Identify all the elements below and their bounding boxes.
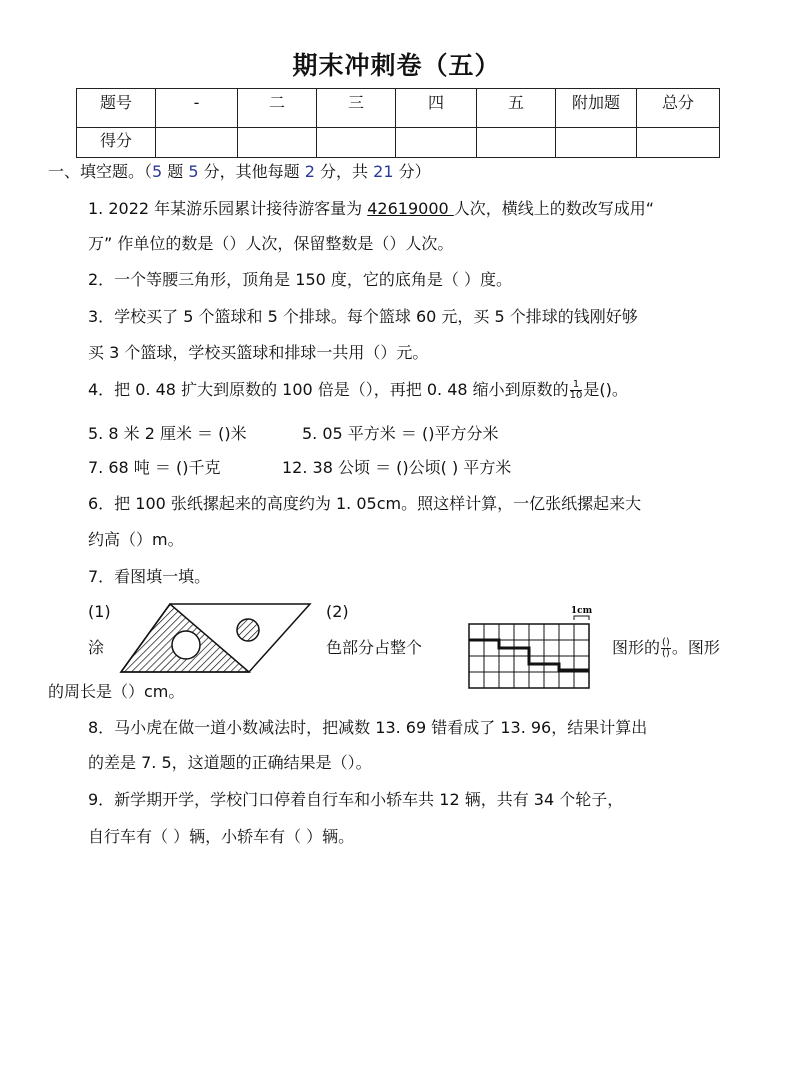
- question-7-heading: 7．看图填一填。: [88, 567, 211, 586]
- question-7-tu: 涂: [88, 638, 105, 657]
- score-cell[interactable]: [637, 128, 720, 158]
- score-table-header-row: [77, 89, 720, 128]
- underlined-number: 42619000: [367, 199, 454, 218]
- page-title: 期末冲刺卷（五）: [292, 51, 501, 80]
- scale-bracket: [574, 616, 589, 620]
- question-8-line-2: 的差是 7. 5，这道题的正确结果是（）。: [88, 753, 372, 772]
- score-table-row-label: 得分: [77, 128, 156, 158]
- question-3-line-2: 买 3 个篮球，学校买篮球和排球一共用（）元。: [88, 343, 429, 362]
- question-4: 4．把 0. 48 扩大到原数的 100 倍是（），再把 0. 48 缩小到原数的 $\frac{1}{10}$ 是()。: [88, 379, 628, 401]
- figure-2-label: (2): [326, 602, 349, 621]
- score-col-6: 附加题: [556, 89, 637, 128]
- scale-label: 1cm: [570, 606, 593, 616]
- question-6-line-2: 约高（）m。: [88, 530, 184, 549]
- shaded-circle: [237, 619, 259, 641]
- question-5-a2: 5. 05 平方米 ＝ ()平方分米: [302, 424, 499, 443]
- figure-1-label: (1): [88, 602, 111, 621]
- score-col-3: 三: [317, 89, 396, 128]
- question-1-line-1: 1. 2022 年某游乐园累计接待游客量为 42619000 人次，横线上的数改写成用“: [88, 199, 655, 218]
- question-7-right: 图形的 $\frac{()}{()}$ 。图形: [612, 637, 720, 659]
- score-table-score-row: [77, 128, 720, 158]
- score-col-2: 二: [238, 89, 317, 128]
- score-cell[interactable]: [317, 128, 396, 158]
- question-8-line-1: 8．马小虎在做一道小数减法时，把减数 13. 69 错看成了 13. 96，结果计算出: [88, 718, 648, 737]
- score-cell[interactable]: [156, 128, 238, 158]
- score-table: [76, 88, 720, 158]
- score-cell[interactable]: [238, 128, 317, 158]
- fraction: $\frac{1}{10}$: [569, 379, 583, 401]
- question-9-line-1: 9．新学期开学，学校门口停着自行车和小轿车共 12 辆，共有 34 个轮子，: [88, 790, 624, 809]
- fraction: $\frac{()}{()}$: [662, 637, 670, 659]
- question-7-mid: 色部分占整个: [326, 638, 423, 657]
- white-circle: [172, 631, 200, 659]
- question-2: 2．一个等腰三角形，顶角是 150 度，它的底角是（ ）度。: [88, 270, 512, 289]
- question-3-line-1: 3．学校买了 5 个篮球和 5 个排球。每个篮球 60 元，买 5 个排球的钱刚好够: [88, 307, 638, 326]
- score-cell[interactable]: [477, 128, 556, 158]
- score-table-header-label: 题号: [77, 89, 156, 128]
- question-5-b2: 12. 38 公顷 ＝ ()公顷( ) 平方米: [282, 458, 512, 477]
- parallelogram-figure: [118, 600, 314, 676]
- score-col-7: 总分: [637, 89, 720, 128]
- score-col-1: -: [156, 89, 238, 128]
- score-col-5: 五: [477, 89, 556, 128]
- question-5-b1: 7. 68 吨 ＝ ()千克: [88, 458, 221, 477]
- question-1-line-2: 万” 作单位的数是（）人次，保留整数是（）人次。: [88, 234, 454, 253]
- score-cell[interactable]: [556, 128, 637, 158]
- score-cell[interactable]: [396, 128, 477, 158]
- question-5-a1: 5. 8 米 2 厘米 ＝ ()米: [88, 424, 247, 443]
- question-7-line-3: 的周长是（）cm。: [48, 682, 185, 701]
- grid-figure: [466, 604, 598, 692]
- question-6-line-1: 6．把 100 张纸摞起来的高度约为 1. 05cm。照这样计算，一亿张纸摞起来大: [88, 494, 642, 513]
- section1-heading: 一、填空题。（5 题 5 分，其他每题 2 分，共 21 分）: [48, 162, 431, 181]
- question-9-line-2: 自行车有（ ）辆，小轿车有（ ）辆。: [88, 827, 355, 846]
- score-col-4: 四: [396, 89, 477, 128]
